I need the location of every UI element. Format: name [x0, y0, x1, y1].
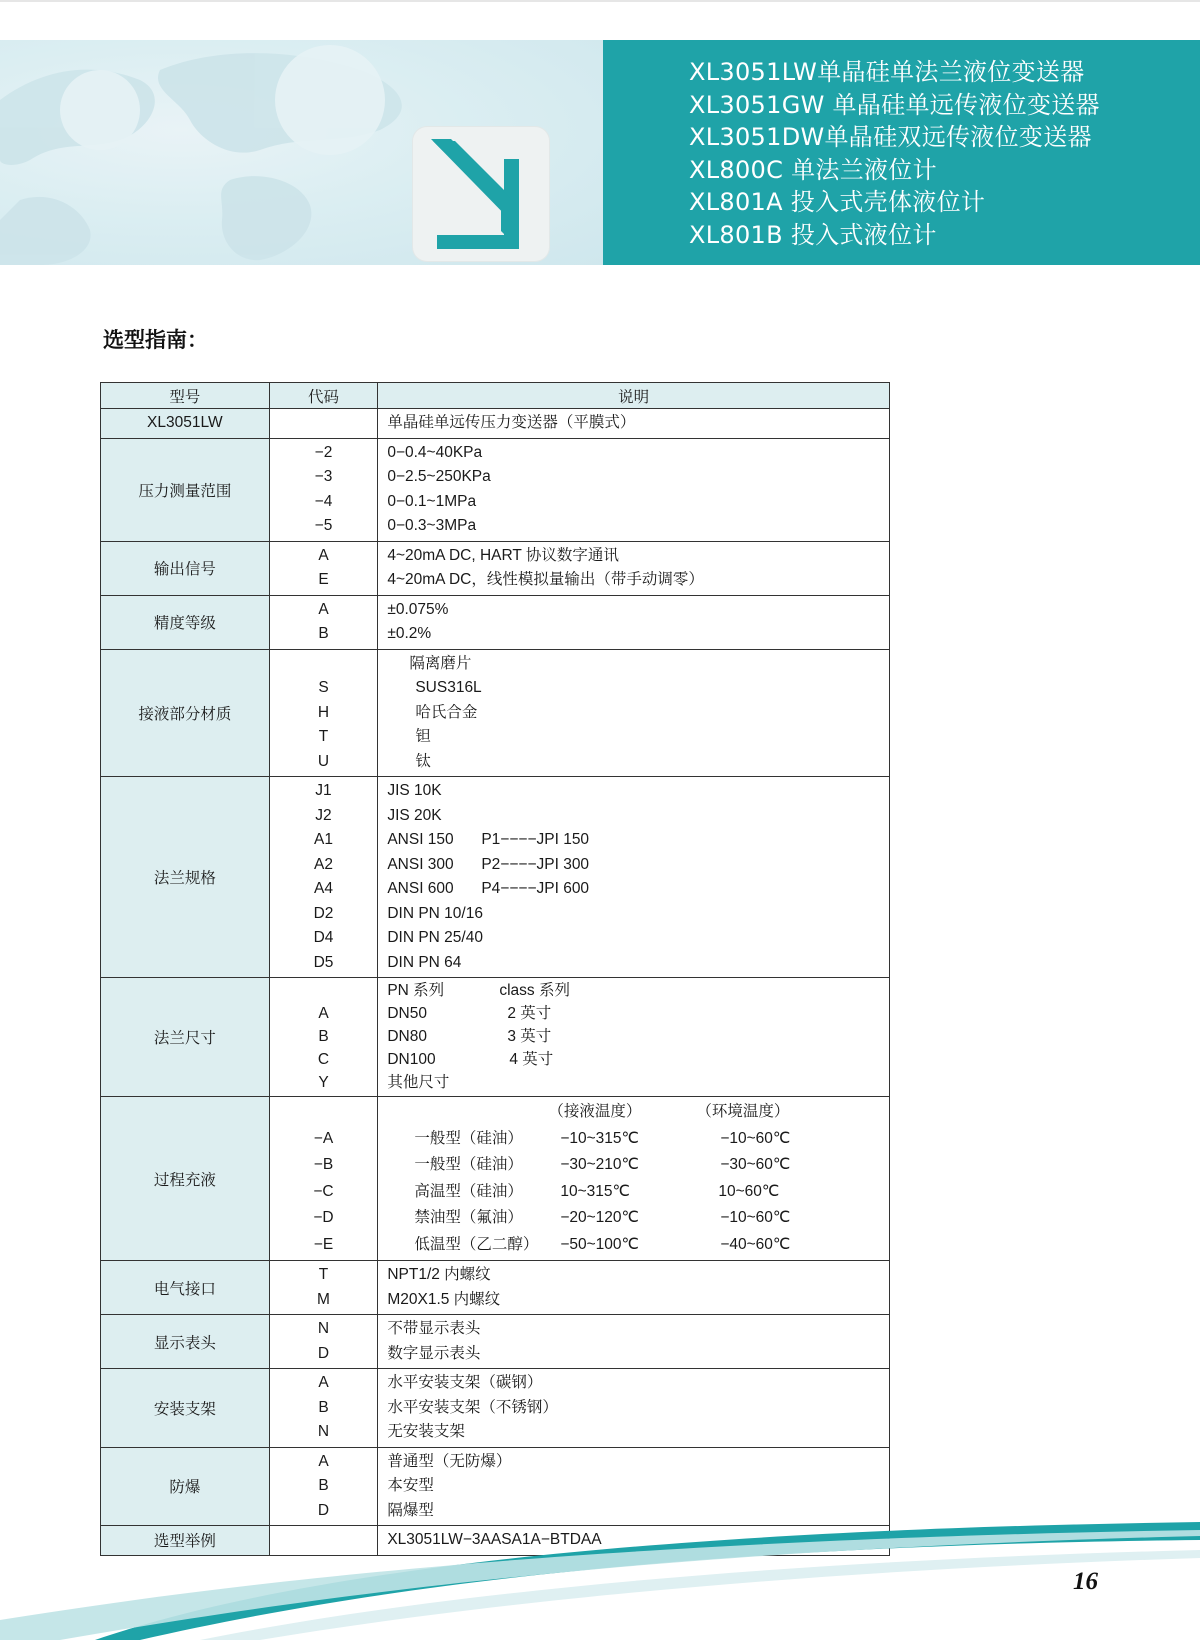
- header-banner-left: [0, 40, 603, 265]
- row-description: 水平安装支架（碳钢） 水平安装支架（不锈钢） 无安装支架: [378, 1369, 890, 1448]
- product-title: XL3051GW 单晶硅单远传液位变送器: [689, 90, 1100, 119]
- product-title: XL800C 单法兰液位计: [689, 155, 937, 184]
- column-header-description: 说明: [378, 383, 890, 409]
- table-row: [101, 409, 890, 439]
- row-category: 显示表头: [101, 1315, 270, 1369]
- row-codes: T M: [269, 1261, 378, 1315]
- row-description: JIS 10K JIS 20K ANSI 150 P1−−−−JPI 150 ANSI 300 P2−−−−JPI 300 ANSI 600 P4−−−−JPI 600 DIN PN 10/16 DIN PN 25/40 DIN PN 64: [378, 777, 890, 978]
- product-list: [689, 56, 1100, 251]
- row-category: 过程充液: [101, 1097, 270, 1261]
- row-category: 接液部分材质: [101, 649, 270, 777]
- table-row: [101, 978, 890, 1097]
- row-description: PN 系列 class 系列 DN50 2 英寸 DN80 3 英寸 DN100 4 英寸 其他尺寸: [378, 978, 890, 1097]
- table-row: [101, 1369, 890, 1448]
- table-row: [101, 1097, 890, 1261]
- row-category: 法兰尺寸: [101, 978, 270, 1097]
- table-row: [101, 541, 890, 595]
- row-description: 普通型（无防爆） 本安型 隔爆型: [378, 1447, 890, 1526]
- row-category: 精度等级: [101, 595, 270, 649]
- product-title: XL3051LW单晶硅单法兰液位变送器: [689, 58, 1085, 86]
- row-codes: A B C Y: [269, 978, 378, 1097]
- arrow-down-right-icon: [413, 127, 549, 261]
- table-row: [101, 595, 890, 649]
- row-category: XL3051LW: [101, 409, 270, 439]
- row-description: 不带显示表头 数字显示表头: [378, 1315, 890, 1369]
- row-description: 4~20mA DC, HART 协议数字通讯 4~20mA DC，线性模拟量输出（带手动调零）: [378, 541, 890, 595]
- table-row: [101, 777, 890, 978]
- table-row: [101, 1261, 890, 1315]
- table-row: [101, 438, 890, 541]
- row-category: 选型举例: [101, 1526, 270, 1556]
- row-codes: A B D: [269, 1447, 378, 1526]
- row-codes: J1 J2 A1 A2 A4 D2 D4 D5: [269, 777, 378, 978]
- row-category: 电气接口: [101, 1261, 270, 1315]
- product-title: XL801A 投入式壳体液位计: [689, 188, 986, 216]
- table-row: [101, 1315, 890, 1369]
- row-codes: A B N: [269, 1369, 378, 1448]
- decorative-swoosh: [0, 1500, 1200, 1640]
- table-row: [101, 649, 890, 777]
- page-number: 16: [1073, 1568, 1098, 1595]
- row-category: 安装支架: [101, 1369, 270, 1448]
- product-title: XL801B 投入式液位计: [689, 220, 937, 249]
- row-codes: [269, 409, 378, 439]
- row-category: 法兰规格: [101, 777, 270, 978]
- row-description: NPT1/2 内螺纹 M20X1.5 内螺纹: [378, 1261, 890, 1315]
- row-codes: −2 −3 −4 −5: [269, 438, 378, 541]
- column-header-model: 型号: [101, 383, 270, 409]
- product-title: XL3051DW单晶硅双远传液位变送器: [689, 123, 1092, 151]
- row-description: 单晶硅单远传压力变送器（平膜式）: [378, 409, 890, 439]
- row-description: XL3051LW−3AASA1A−BTDAA: [378, 1526, 890, 1556]
- section-title: 选型指南：: [103, 328, 208, 352]
- row-category: 压力测量范围: [101, 438, 270, 541]
- row-description: （接液温度） （环境温度） 一般型（硅油） −10~315℃ −10~60℃ 一般型（硅油） −30~210℃ −30~60℃ 高温型（硅油） 10~315℃ 10~60℃ 禁油型（氟油） −20~120℃ −10~60℃ 低温型（乙二醇） −50~100℃ −40~60℃: [378, 1097, 890, 1261]
- row-description: 隔离磨片 SUS316L 哈氏合金 钽 钛: [378, 649, 890, 777]
- row-codes: −A −B −C −D −E: [269, 1097, 378, 1261]
- selection-guide-table: [100, 382, 890, 1556]
- row-codes: S H T U: [269, 649, 378, 777]
- row-category: 防爆: [101, 1447, 270, 1526]
- row-category: 输出信号: [101, 541, 270, 595]
- row-codes: A B: [269, 595, 378, 649]
- row-description: 0−0.4~40KPa 0−2.5~250KPa 0−0.1~1MPa 0−0.3~3MPa: [378, 438, 890, 541]
- header-banner-right: [603, 40, 1200, 265]
- row-description: ±0.075% ±0.2%: [378, 595, 890, 649]
- row-codes: A E: [269, 541, 378, 595]
- top-rule: [0, 0, 1200, 2]
- column-header-code: 代码: [269, 383, 378, 409]
- row-codes: N D: [269, 1315, 378, 1369]
- table-header-row: [101, 383, 890, 409]
- logo-tile: [413, 127, 549, 261]
